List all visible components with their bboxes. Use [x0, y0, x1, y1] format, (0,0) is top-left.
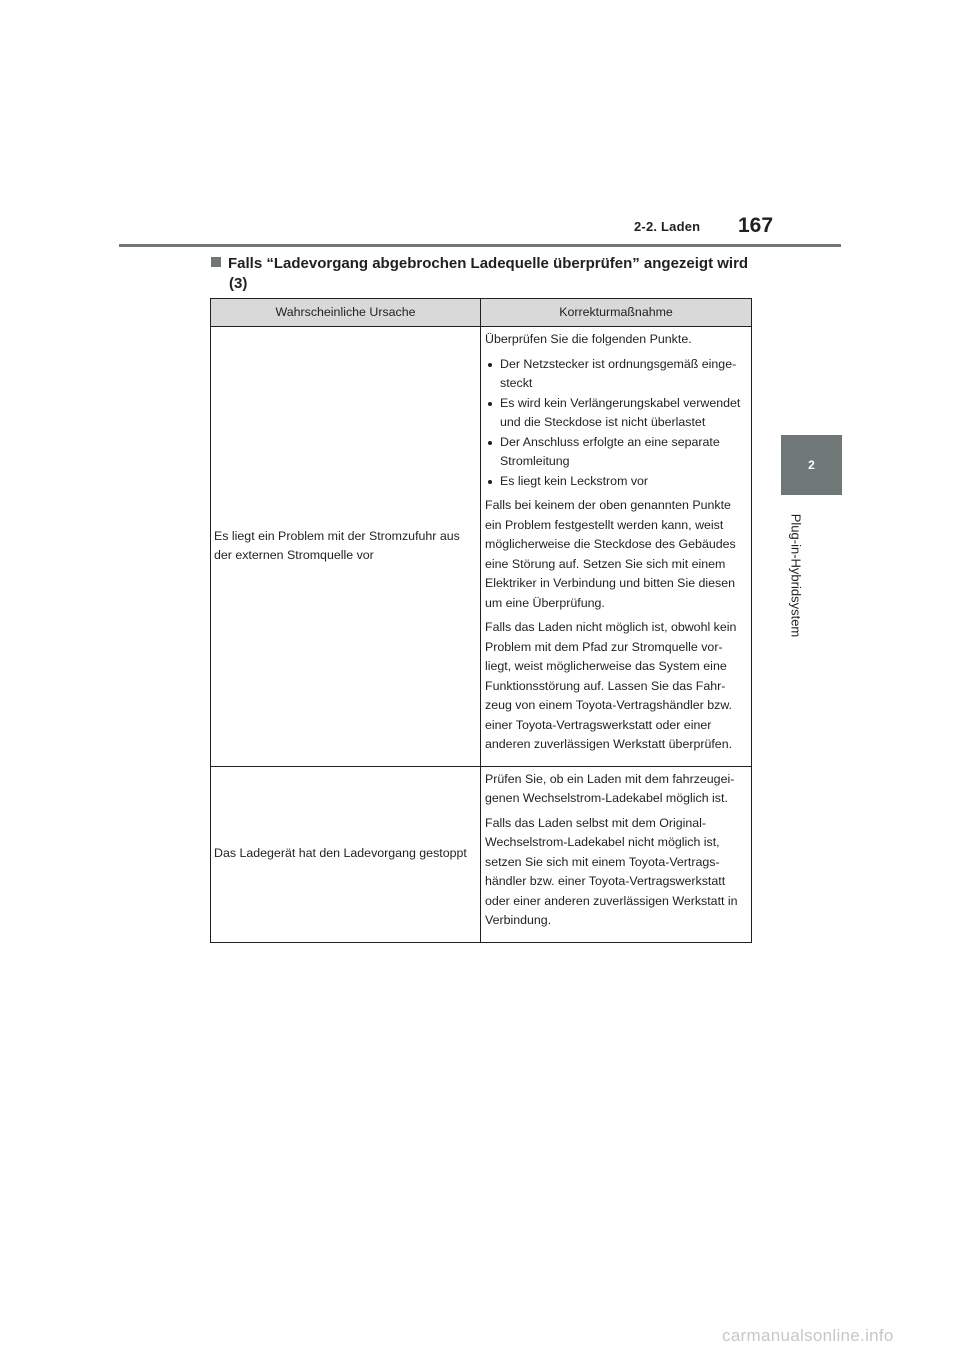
- chapter-title-text: Plug-in-Hybridsystem: [788, 513, 804, 637]
- section-heading: [211, 254, 751, 294]
- action-intro: Überprüfen Sie die folgenden Punkte.: [485, 332, 692, 346]
- list-item: Der Anschluss erfolgte an eine separate Stromleitung: [485, 433, 747, 472]
- table-header-row: [211, 299, 752, 327]
- chapter-title: [775, 505, 817, 645]
- table-row: [211, 327, 752, 767]
- section-label: 2-2. Laden: [634, 219, 701, 234]
- column-header-action: Korrekturmaßnahme: [481, 299, 752, 327]
- heading-line-2: (3): [229, 275, 248, 292]
- cause-cell: Das Ladegerät hat den Ladevorgang gestoppt: [211, 766, 481, 942]
- action-cell: [481, 327, 752, 767]
- list-item: Es liegt kein Leckstrom vor: [485, 472, 747, 492]
- list-item: Es wird kein Verlängerungskabel verwendet und die Steckdose ist nicht überlastet: [485, 394, 747, 433]
- action-paragraph: Prüfen Sie, ob ein Laden mit dem fahrzeugei-genen Wechselstrom-Ladekabel möglich ist.: [485, 771, 735, 805]
- troubleshooting-table: [210, 298, 752, 943]
- watermark: carmanualsonline.info: [722, 1326, 894, 1345]
- cause-cell: Es liegt ein Problem mit der Stromzufuhr aus der externen Stromquelle vor: [211, 327, 481, 767]
- square-bullet-icon: [211, 257, 221, 267]
- table-row: [211, 766, 752, 942]
- action-paragraph: Falls das Laden selbst mit dem Original-Wechselstrom-Ladekabel nicht möglich ist, setzen Sie sich mit einem Toyota-Vertrags-händler bzw. einer Toyota-Vertragswerkstatt oder einer anderen zuverlässigen Werkstatt in Verbindung.: [485, 815, 738, 927]
- page-number: 167: [738, 214, 774, 237]
- chapter-tab: [781, 435, 842, 495]
- header-rule: [119, 244, 841, 247]
- action-paragraph: Falls bei keinem der oben genannten Punkte ein Problem festgestellt werden kann, weist möglicherweise die Steckdose des Gebäudes eine Störung auf. Setzen Sie sich mit einem Elektriker in Verbindung und bitten Sie diesen um eine Überprüfung.: [485, 498, 736, 610]
- action-cell: [481, 766, 752, 942]
- check-list: [485, 355, 747, 492]
- list-item: Der Netzstecker ist ordnungsgemäß einge-steckt: [485, 355, 747, 394]
- chapter-number: 2: [808, 458, 815, 472]
- column-header-cause: Wahrscheinliche Ursache: [211, 299, 481, 327]
- heading-line-1: Falls “Ladevorgang abgebrochen Ladequelle überprüfen” angezeigt wird: [228, 255, 749, 272]
- action-paragraph: Falls das Laden nicht möglich ist, obwohl kein Problem mit dem Pfad zur Stromquelle vor-liegt, weist möglicherweise das System eine Funktionsstörung auf. Lassen Sie das Fahr-zeug von einem Toyota-Vertragshändler bzw. einer Toyota-Vertragswerkstatt oder einer anderen zuverlässigen Werkstatt überprüfen.: [485, 620, 737, 751]
